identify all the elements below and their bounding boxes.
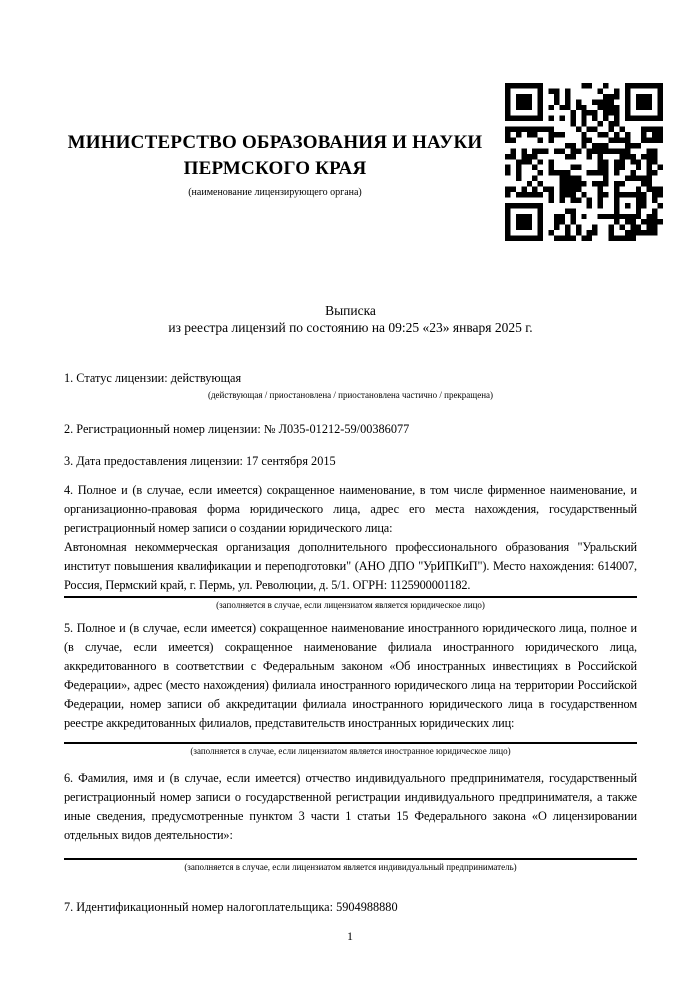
field-legal-entity bbox=[64, 481, 637, 611]
field-registration-number bbox=[64, 420, 637, 439]
license-status-value: 1. Статус лицензии: действующая bbox=[64, 371, 242, 385]
document-title bbox=[64, 302, 637, 336]
field-individual-entrepreneur bbox=[64, 769, 637, 873]
license-status-caption: (действующая / приостановлена / приостановлена частично / прекращена) bbox=[207, 390, 494, 400]
qr-code-icon bbox=[505, 83, 663, 241]
legal-entity-caption: (заполняется в случае, если лицензиатом является юридическое лицо) bbox=[216, 600, 485, 610]
individual-entrepreneur-caption: (заполняется в случае, если лицензиатом является индивидуальный предприниматель) bbox=[184, 862, 517, 872]
ministry-name-line2: ПЕРМСКОГО КРАЯ bbox=[183, 158, 367, 179]
field-foreign-entity bbox=[64, 619, 637, 757]
letterhead bbox=[65, 130, 485, 199]
foreign-entity-question: 5. Полное и (в случае, если имеется) сокращенное наименование иностранного юридического лица, полное и (в случае, если имеется) сокращенное наименование филиала иностранного юридического лица, аккредитованного в соответствии с Федеральным законом «Об иностранных инвестициях в Российской Федерации», адрес (место нахождения) филиала иностранного юридического лица на территории Российской Федерации, номер записи об аккредитации филиала иностранного юридического лица в государственном реестре аккредитованных филиалов, представительств иностранных юридических лиц: bbox=[64, 621, 637, 730]
license-date-value: 3. Дата предоставления лицензии: 17 сентября 2015 bbox=[64, 454, 336, 468]
legal-entity-question: 4. Полное и (в случае, если имеется) сокращенное наименование, в том числе фирменное наименование, и организационно-правовая форма юридического лица, адрес его места нахождения, государственный регистрационный номер записи о создании юридического лица: bbox=[64, 483, 637, 535]
ministry-name-line1: МИНИСТЕРСТВО ОБРАЗОВАНИЯ И НАУКИ bbox=[67, 132, 483, 153]
document-title-line2: из реестра лицензий по состоянию на 09:25 «23» января 2025 г. bbox=[168, 320, 533, 335]
field-license-date bbox=[64, 452, 637, 471]
document-title-line1: Выписка bbox=[325, 303, 376, 318]
registration-number-value: 2. Регистрационный номер лицензии: № Л035-01212-59/00386077 bbox=[64, 422, 410, 436]
foreign-entity-caption: (заполняется в случае, если лицензиатом является иностранное юридическое лицо) bbox=[190, 746, 511, 756]
individual-entrepreneur-question: 6. Фамилия, имя и (в случае, если имеется) отчество индивидуального предпринимателя, государственный регистрационный номер записи о государственной регистрации индивидуального предпринимателя, а также иные сведения, предусмотренные пунктом 3 части 1 статьи 15 Федерального закона «О лицензировании отдельных видов деятельности»: bbox=[64, 771, 637, 842]
ministry-name bbox=[65, 130, 485, 182]
taxpayer-id-value: 7. Идентификационный номер налогоплательщика: 5904988880 bbox=[64, 900, 398, 914]
page-number: 1 bbox=[347, 929, 353, 943]
field-license-status bbox=[64, 369, 637, 401]
legal-entity-answer: Автономная некоммерческая организация дополнительного профессионального образования "Уральский институт повышения квалификации и переподготовки" (АНО ДПО "УрИПКиП"). Место нахождения: 614007, Россия, Пермский край, г. Пермь, ул. Революции, д. 5/1. ОГРН: 1125900001182. bbox=[64, 540, 637, 592]
field-taxpayer-id bbox=[64, 898, 637, 917]
ministry-caption: (наименование лицензирующего органа) bbox=[188, 187, 362, 198]
